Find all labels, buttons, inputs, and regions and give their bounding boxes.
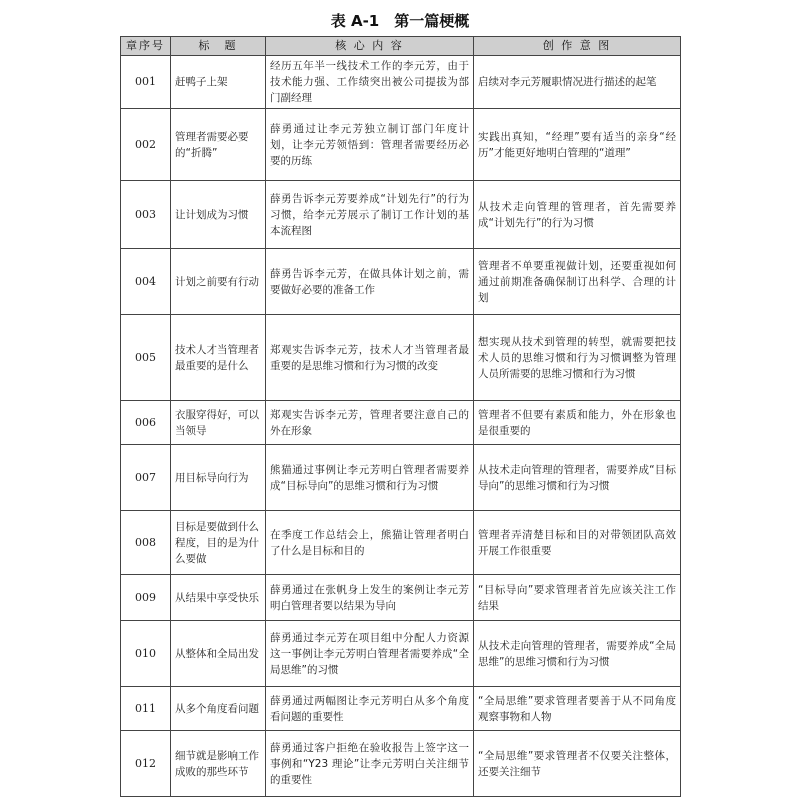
chapter-title: 让计划成为习惯 <box>171 181 266 249</box>
creative-intent: 想实现从技术到管理的转型，就需要把技术人员的思维习惯和行为习惯调整为管理人员所需要的思维习惯和行为习惯 <box>474 315 681 401</box>
creative-intent: 启续对李元芳履职情况进行描述的起笔 <box>474 56 681 109</box>
chapter-title: 细节就是影响工作成败的那些环节 <box>171 731 266 797</box>
chapter-number: 011 <box>121 687 171 731</box>
chapter-title: 从结果中享受快乐 <box>171 575 266 621</box>
table-row <box>121 445 681 511</box>
chapter-number: 012 <box>121 731 171 797</box>
chapter-number: 004 <box>121 249 171 315</box>
table-row <box>121 181 681 249</box>
core-content: 在季度工作总结会上，熊猫让管理者明白了什么是目标和目的 <box>266 511 474 575</box>
table-row <box>121 575 681 621</box>
column-header-title: 标 题 <box>171 37 266 56</box>
core-content: 薛勇通过让李元芳独立制订部门年度计划，让李元芳领悟到：管理者需要经历必要的历练 <box>266 109 474 181</box>
chapter-title: 计划之前要有行动 <box>171 249 266 315</box>
table-row <box>121 401 681 445</box>
chapter-title: 赶鸭子上架 <box>171 56 266 109</box>
core-content: 薛勇告诉李元芳要养成“计划先行”的行为习惯，给李元芳展示了制订工作计划的基本流程图 <box>266 181 474 249</box>
chapter-number: 002 <box>121 109 171 181</box>
table-header <box>121 37 681 56</box>
creative-intent: “全局思维”要求管理者不仅要关注整体，还要关注细节 <box>474 731 681 797</box>
core-content: 郑观实告诉李元芳，技术人才当管理者最重要的是思维习惯和行为习惯的改变 <box>266 315 474 401</box>
creative-intent: 从技术走向管理的管理者，首先需要养成“计划先行”的行为习惯 <box>474 181 681 249</box>
table-row <box>121 511 681 575</box>
chapter-number: 009 <box>121 575 171 621</box>
creative-intent: 实践出真知，“经理”要有适当的亲身“经历”才能更好地明白管理的“道理” <box>474 109 681 181</box>
chapter-title: 衣服穿得好，可以当领导 <box>171 401 266 445</box>
chapter-title: 目标是要做到什么程度，目的是为什么要做 <box>171 511 266 575</box>
table-row <box>121 621 681 687</box>
core-content: 经历五年半一线技术工作的李元芳，由于技术能力强、工作绩突出被公司提拔为部门副经理 <box>266 56 474 109</box>
creative-intent: 从技术走向管理的管理者，需要养成“目标导向”的思维习惯和行为习惯 <box>474 445 681 511</box>
chapter-title: 用目标导向行为 <box>171 445 266 511</box>
chapter-title: 管理者需要必要的“折腾” <box>171 109 266 181</box>
column-header-creative-intent: 创 作 意 图 <box>474 37 681 56</box>
creative-intent: 从技术走向管理的管理者，需要养成“全局思维”的思维习惯和行为习惯 <box>474 621 681 687</box>
core-content: 熊猫通过事例让李元芳明白管理者需要养成“目标导向”的思维习惯和行为习惯 <box>266 445 474 511</box>
table-row <box>121 109 681 181</box>
core-content: 薛勇通过两幅图让李元芳明白从多个角度看问题的重要性 <box>266 687 474 731</box>
table-title: 表 A-1 第一篇梗概 <box>330 12 470 30</box>
core-content: 薛勇通过在张帆身上发生的案例让李元芳明白管理者要以结果为导向 <box>266 575 474 621</box>
column-header-chapter-no: 章序号 <box>121 37 171 56</box>
core-content: 郑观实告诉李元芳，管理者要注意自己的外在形象 <box>266 401 474 445</box>
chapter-number: 005 <box>121 315 171 401</box>
chapter-number: 008 <box>121 511 171 575</box>
creative-intent: 管理者不但要有素质和能力，外在形象也是很重要的 <box>474 401 681 445</box>
chapter-number: 001 <box>121 56 171 109</box>
table-row <box>121 249 681 315</box>
core-content: 薛勇通过李元芳在项目组中分配人力资源这一事例让李元芳明白管理者需要养成“全局思维”的习惯 <box>266 621 474 687</box>
creative-intent: 管理者弄清楚目标和目的对带领团队高效开展工作很重要 <box>474 511 681 575</box>
column-header-core-content: 核 心 内 容 <box>266 37 474 56</box>
chapter-number: 007 <box>121 445 171 511</box>
core-content: 薛勇告诉李元芳，在做具体计划之前，需要做好必要的准备工作 <box>266 249 474 315</box>
chapter-number: 006 <box>121 401 171 445</box>
table-row <box>121 731 681 797</box>
synopsis-table <box>120 36 681 797</box>
chapter-title: 技术人才当管理者最重要的是什么 <box>171 315 266 401</box>
creative-intent: 管理者不单要重视做计划，还要重视如何通过前期准备确保制订出科学、合理的计划 <box>474 249 681 315</box>
table-row <box>121 315 681 401</box>
chapter-number: 010 <box>121 621 171 687</box>
table-row <box>121 56 681 109</box>
table-body <box>121 56 681 797</box>
chapter-number: 003 <box>121 181 171 249</box>
core-content: 薛勇通过客户拒绝在验收报告上签字这一事例和“Y23 理论”让李元芳明白关注细节的重要性 <box>266 731 474 797</box>
creative-intent: “目标导向”要求管理者首先应该关注工作结果 <box>474 575 681 621</box>
creative-intent: “全局思维”要求管理者要善于从不同角度观察事物和人物 <box>474 687 681 731</box>
table-row <box>121 687 681 731</box>
chapter-title: 从整体和全局出发 <box>171 621 266 687</box>
chapter-title: 从多个角度看问题 <box>171 687 266 731</box>
